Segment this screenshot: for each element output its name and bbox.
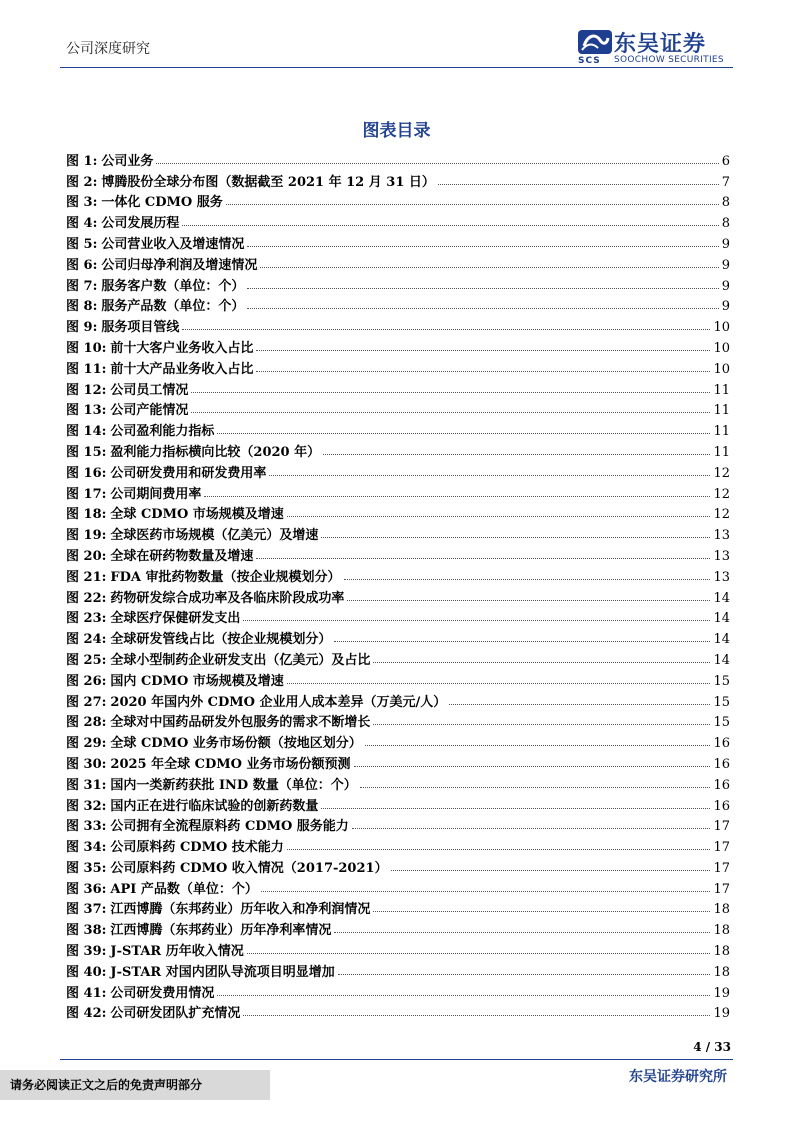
toc-dot-leader bbox=[204, 496, 710, 497]
toc-entry[interactable] bbox=[66, 169, 730, 190]
toc-entry-number: 图 24: bbox=[66, 632, 107, 648]
toc-entry[interactable] bbox=[66, 855, 730, 876]
toc-entry-number: 图 11: bbox=[66, 361, 107, 377]
toc-entry-page: 18 bbox=[713, 944, 730, 960]
toc-entry-page: 9 bbox=[721, 299, 730, 315]
toc-entry-page: 17 bbox=[713, 860, 730, 876]
toc-entry-page: 19 bbox=[713, 1006, 730, 1022]
toc-entry-page: 19 bbox=[713, 985, 730, 1001]
toc-dot-leader bbox=[182, 225, 718, 226]
page-number: 4 / 33 bbox=[693, 1040, 731, 1054]
toc-entry-page: 15 bbox=[713, 694, 730, 710]
toc-entry[interactable] bbox=[66, 522, 730, 543]
toc-entry[interactable] bbox=[66, 751, 730, 772]
toc-entry-label: 前十大客户业务收入占比 bbox=[110, 340, 254, 356]
toc-entry-label: 公司产能情况 bbox=[110, 403, 189, 419]
toc-dot-leader bbox=[256, 558, 710, 559]
toc-entry-label: API 产品数（单位：个） bbox=[110, 881, 258, 897]
toc-entry-page: 12 bbox=[713, 465, 730, 481]
toc-entry-page: 14 bbox=[713, 590, 730, 606]
toc-dot-leader bbox=[347, 600, 710, 601]
footer-divider bbox=[60, 1059, 733, 1060]
toc-dot-leader bbox=[373, 911, 710, 912]
toc-entry-page: 13 bbox=[713, 569, 730, 585]
toc-entry-label: 全球研发管线占比（按企业规模划分） bbox=[110, 632, 332, 648]
toc-entry-page: 14 bbox=[713, 632, 730, 648]
toc-dot-leader bbox=[354, 766, 711, 767]
toc-entry-label: FDA 审批药物数量（按企业规模划分） bbox=[110, 569, 341, 585]
toc-entry-page: 16 bbox=[713, 777, 730, 793]
toc-entry-page: 14 bbox=[713, 652, 730, 668]
toc-entry-page: 6 bbox=[721, 153, 730, 169]
toc-entry-number: 图 40: bbox=[66, 964, 107, 980]
toc-entry-page: 7 bbox=[721, 174, 730, 190]
toc-entry-label: 药物研发综合成功率及各临床阶段成功率 bbox=[110, 590, 345, 606]
toc-entry-number: 图 5: bbox=[66, 236, 98, 252]
logo-abbreviation: SCS bbox=[578, 56, 601, 66]
toc-entry-page: 14 bbox=[713, 611, 730, 627]
toc-entry-number: 图 1: bbox=[66, 153, 98, 169]
toc-entry-label: 2020 年国内外 CDMO 企业用人成本差异（万美元/人） bbox=[110, 694, 447, 710]
toc-dot-leader bbox=[323, 454, 710, 455]
toc-dot-leader bbox=[191, 392, 710, 393]
toc-entry[interactable] bbox=[66, 814, 730, 835]
toc-entry-number: 图 25: bbox=[66, 652, 107, 668]
toc-dot-leader bbox=[217, 995, 710, 996]
toc-dot-leader bbox=[269, 475, 710, 476]
toc-dot-leader bbox=[334, 932, 710, 933]
toc-entry-page: 17 bbox=[713, 840, 730, 856]
toc-entry-number: 图 27: bbox=[66, 694, 107, 710]
toc-entry-page: 11 bbox=[713, 382, 730, 398]
toc-entry-label: 公司发展历程 bbox=[101, 216, 180, 232]
toc-dot-leader bbox=[287, 516, 711, 517]
toc-entry[interactable] bbox=[66, 460, 730, 481]
table-of-figures bbox=[66, 148, 730, 1021]
toc-entry[interactable] bbox=[66, 730, 730, 751]
toc-dot-leader bbox=[260, 267, 718, 268]
toc-entry-number: 图 42: bbox=[66, 1006, 107, 1022]
toc-entry-label: 服务产品数（单位：个） bbox=[101, 299, 245, 315]
header-divider bbox=[60, 67, 733, 68]
toc-entry-label: 公司研发费用情况 bbox=[110, 985, 215, 1001]
toc-dot-leader bbox=[334, 641, 710, 642]
toc-entry-number: 图 14: bbox=[66, 424, 107, 440]
toc-entry[interactable] bbox=[66, 689, 730, 710]
toc-entry[interactable] bbox=[66, 897, 730, 918]
toc-dot-leader bbox=[191, 412, 710, 413]
toc-dot-leader bbox=[373, 724, 710, 725]
toc-entry[interactable] bbox=[66, 1001, 730, 1022]
toc-entry[interactable] bbox=[66, 439, 730, 460]
toc-entry-number: 图 35: bbox=[66, 860, 107, 876]
toc-entry-label: 公司研发费用和研发费用率 bbox=[110, 465, 267, 481]
toc-entry-page: 12 bbox=[713, 507, 730, 523]
toc-entry-label: 盈利能力指标横向比较（2020 年） bbox=[110, 444, 321, 460]
toc-dot-leader bbox=[360, 787, 711, 788]
toc-entry-label: 国内 CDMO 市场规模及增速 bbox=[110, 673, 284, 689]
toc-dot-leader bbox=[256, 371, 710, 372]
toc-entry[interactable] bbox=[66, 938, 730, 959]
toc-entry-page: 8 bbox=[721, 195, 730, 211]
toc-entry-number: 图 30: bbox=[66, 756, 107, 772]
toc-entry-page: 9 bbox=[721, 278, 730, 294]
toc-entry-label: 国内正在进行临床试验的创新药数量 bbox=[110, 798, 319, 814]
toc-entry[interactable] bbox=[66, 876, 730, 897]
toc-dot-leader bbox=[217, 433, 710, 434]
toc-entry-label: 全球 CDMO 市场规模及增速 bbox=[110, 507, 284, 523]
toc-entry-label: 公司原料药 CDMO 技术能力 bbox=[110, 840, 284, 856]
toc-entry-number: 图 21: bbox=[66, 569, 107, 585]
header-section-label: 公司深度研究 bbox=[66, 41, 150, 57]
toc-entry-label: 前十大产品业务收入占比 bbox=[110, 361, 254, 377]
toc-entry-number: 图 4: bbox=[66, 216, 98, 232]
toc-entry-number: 图 8: bbox=[66, 299, 98, 315]
toc-dot-leader bbox=[373, 662, 710, 663]
toc-entry-page: 10 bbox=[713, 320, 730, 336]
toc-dot-leader bbox=[243, 620, 710, 621]
toc-entry[interactable] bbox=[66, 356, 730, 377]
toc-entry[interactable] bbox=[66, 585, 730, 606]
toc-entry-label: 一体化 CDMO 服务 bbox=[101, 195, 223, 211]
toc-entry-label: 江西博腾（东邦药业）历年净利率情况 bbox=[110, 923, 332, 939]
disclaimer-note: 请务必阅读正文之后的免责声明部分 bbox=[0, 1070, 270, 1100]
toc-dot-leader bbox=[338, 974, 711, 975]
toc-entry-number: 图 15: bbox=[66, 444, 107, 460]
toc-dot-leader bbox=[256, 350, 710, 351]
toc-entry-page: 15 bbox=[713, 715, 730, 731]
toc-dot-leader bbox=[247, 288, 718, 289]
toc-entry-number: 图 33: bbox=[66, 819, 107, 835]
toc-entry[interactable] bbox=[66, 190, 730, 211]
toc-entry-number: 图 41: bbox=[66, 985, 107, 1001]
toc-entry-label: 全球小型制药企业研发支出（亿美元）及占比 bbox=[110, 652, 371, 668]
toc-entry[interactable] bbox=[66, 564, 730, 585]
toc-dot-leader bbox=[287, 683, 711, 684]
toc-entry-number: 图 23: bbox=[66, 611, 107, 627]
toc-entry-label: 国内一类新药获批 IND 数量（单位：个） bbox=[110, 777, 357, 793]
toc-entry[interactable] bbox=[66, 917, 730, 938]
toc-entry-page: 15 bbox=[713, 673, 730, 689]
toc-entry-label: 公司归母净利润及增速情况 bbox=[101, 257, 258, 273]
toc-entry-page: 16 bbox=[713, 756, 730, 772]
toc-dot-leader bbox=[321, 537, 710, 538]
toc-dot-leader bbox=[344, 579, 711, 580]
logo-chinese-name: 东吴证券 bbox=[614, 32, 707, 57]
toc-entry-page: 16 bbox=[713, 736, 730, 752]
toc-title: 图表目录 bbox=[362, 121, 431, 141]
toc-entry-number: 图 17: bbox=[66, 486, 107, 502]
toc-entry-page: 10 bbox=[713, 340, 730, 356]
toc-entry-label: 公司研发团队扩充情况 bbox=[110, 1006, 241, 1022]
toc-entry-number: 图 20: bbox=[66, 548, 107, 564]
toc-entry[interactable] bbox=[66, 252, 730, 273]
toc-entry[interactable] bbox=[66, 231, 730, 252]
toc-entry-number: 图 22: bbox=[66, 590, 107, 606]
logo-mark-icon bbox=[578, 30, 612, 54]
research-institute-name: 东吴证券研究所 bbox=[629, 1069, 727, 1085]
toc-dot-leader bbox=[391, 870, 711, 871]
toc-dot-leader bbox=[247, 246, 718, 247]
toc-dot-leader bbox=[352, 828, 711, 829]
toc-entry-label: 江西博腾（东邦药业）历年收入和净利润情况 bbox=[110, 902, 371, 918]
toc-entry-label: 公司拥有全流程原料药 CDMO 服务能力 bbox=[110, 819, 349, 835]
toc-entry-page: 12 bbox=[713, 486, 730, 502]
toc-entry[interactable] bbox=[66, 626, 730, 647]
toc-entry-label: 公司期间费用率 bbox=[110, 486, 202, 502]
toc-entry[interactable] bbox=[66, 959, 730, 980]
toc-entry-number: 图 37: bbox=[66, 902, 107, 918]
toc-entry-page: 9 bbox=[721, 236, 730, 252]
toc-entry[interactable] bbox=[66, 210, 730, 231]
toc-entry-page: 18 bbox=[713, 964, 730, 980]
toc-entry-number: 图 13: bbox=[66, 403, 107, 419]
toc-entry-label: 全球在研药物数量及增速 bbox=[110, 548, 254, 564]
toc-entry-number: 图 9: bbox=[66, 320, 98, 336]
toc-entry-label: 公司原料药 CDMO 收入情况（2017-2021） bbox=[110, 860, 388, 876]
toc-entry-label: 全球 CDMO 业务市场份额（按地区划分） bbox=[110, 736, 362, 752]
toc-entry[interactable] bbox=[66, 481, 730, 502]
toc-entry[interactable] bbox=[66, 502, 730, 523]
toc-entry-page: 8 bbox=[721, 216, 730, 232]
toc-entry-page: 16 bbox=[713, 798, 730, 814]
toc-entry-label: 服务客户数（单位：个） bbox=[101, 278, 245, 294]
toc-entry-number: 图 12: bbox=[66, 382, 107, 398]
toc-dot-leader bbox=[321, 808, 710, 809]
toc-dot-leader bbox=[261, 891, 711, 892]
toc-entry-page: 9 bbox=[721, 257, 730, 273]
toc-dot-leader bbox=[287, 849, 711, 850]
toc-entry[interactable] bbox=[66, 710, 730, 731]
toc-entry-number: 图 3: bbox=[66, 195, 98, 211]
toc-entry[interactable] bbox=[66, 793, 730, 814]
toc-entry-number: 图 10: bbox=[66, 340, 107, 356]
toc-entry[interactable] bbox=[66, 314, 730, 335]
toc-entry-label: 全球医药市场规模（亿美元）及增速 bbox=[110, 528, 319, 544]
toc-entry-number: 图 16: bbox=[66, 465, 107, 481]
toc-entry-label: 博腾股份全球分布图（数据截至 2021 年 12 月 31 日） bbox=[101, 174, 435, 190]
toc-entry-page: 18 bbox=[713, 923, 730, 939]
toc-dot-leader bbox=[365, 745, 711, 746]
toc-entry[interactable] bbox=[66, 418, 730, 439]
toc-entry[interactable] bbox=[66, 148, 730, 169]
toc-dot-leader bbox=[247, 953, 711, 954]
toc-entry-label: 全球医疗保健研发支出 bbox=[110, 611, 241, 627]
toc-entry-page: 11 bbox=[713, 403, 730, 419]
toc-entry[interactable] bbox=[66, 398, 730, 419]
toc-entry-page: 13 bbox=[713, 548, 730, 564]
toc-entry-label: 公司营业收入及增速情况 bbox=[101, 236, 245, 252]
toc-entry[interactable] bbox=[66, 543, 730, 564]
toc-entry-number: 图 36: bbox=[66, 881, 107, 897]
toc-entry-label: 全球对中国药品研发外包服务的需求不断增长 bbox=[110, 715, 371, 731]
toc-entry[interactable] bbox=[66, 980, 730, 1001]
toc-dot-leader bbox=[243, 1015, 710, 1016]
toc-entry[interactable] bbox=[66, 772, 730, 793]
toc-entry-label: 公司业务 bbox=[101, 153, 154, 169]
toc-entry-number: 图 2: bbox=[66, 174, 98, 190]
toc-entry-number: 图 31: bbox=[66, 777, 107, 793]
toc-entry-label: J-STAR 历年收入情况 bbox=[110, 944, 244, 960]
toc-entry-page: 18 bbox=[713, 902, 730, 918]
toc-entry-label: 服务项目管线 bbox=[101, 320, 180, 336]
toc-entry-number: 图 39: bbox=[66, 944, 107, 960]
toc-entry[interactable] bbox=[66, 834, 730, 855]
toc-dot-leader bbox=[449, 704, 710, 705]
toc-entry-number: 图 38: bbox=[66, 923, 107, 939]
toc-entry-number: 图 7: bbox=[66, 278, 98, 294]
toc-entry[interactable] bbox=[66, 647, 730, 668]
toc-entry[interactable] bbox=[66, 273, 730, 294]
toc-entry-number: 图 28: bbox=[66, 715, 107, 731]
toc-entry-page: 17 bbox=[713, 881, 730, 897]
toc-entry-page: 11 bbox=[713, 424, 730, 440]
toc-entry-number: 图 34: bbox=[66, 840, 107, 856]
toc-entry-number: 图 6: bbox=[66, 257, 98, 273]
toc-entry-label: 公司员工情况 bbox=[110, 382, 189, 398]
toc-entry[interactable] bbox=[66, 335, 730, 356]
toc-entry-number: 图 32: bbox=[66, 798, 107, 814]
toc-entry-page: 17 bbox=[713, 819, 730, 835]
toc-dot-leader bbox=[247, 308, 718, 309]
company-logo bbox=[578, 30, 738, 68]
toc-dot-leader bbox=[438, 184, 719, 185]
toc-entry-label: J-STAR 对国内团队导流项目明显增加 bbox=[110, 964, 335, 980]
logo-english-name: SOOCHOW SECURITIES bbox=[614, 55, 724, 65]
toc-entry-number: 图 19: bbox=[66, 528, 107, 544]
toc-entry-number: 图 18: bbox=[66, 507, 107, 523]
toc-dot-leader bbox=[156, 163, 718, 164]
toc-entry-number: 图 26: bbox=[66, 673, 107, 689]
toc-entry-page: 11 bbox=[713, 444, 730, 460]
toc-dot-leader bbox=[182, 329, 710, 330]
toc-entry-label: 2025 年全球 CDMO 业务市场份额预测 bbox=[110, 756, 351, 772]
toc-entry-page: 10 bbox=[713, 361, 730, 377]
toc-entry[interactable] bbox=[66, 377, 730, 398]
toc-entry[interactable] bbox=[66, 668, 730, 689]
toc-entry[interactable] bbox=[66, 606, 730, 627]
toc-dot-leader bbox=[226, 204, 719, 205]
toc-entry-number: 图 29: bbox=[66, 736, 107, 752]
toc-entry-label: 公司盈利能力指标 bbox=[110, 424, 215, 440]
toc-entry[interactable] bbox=[66, 294, 730, 315]
toc-entry-page: 13 bbox=[713, 528, 730, 544]
